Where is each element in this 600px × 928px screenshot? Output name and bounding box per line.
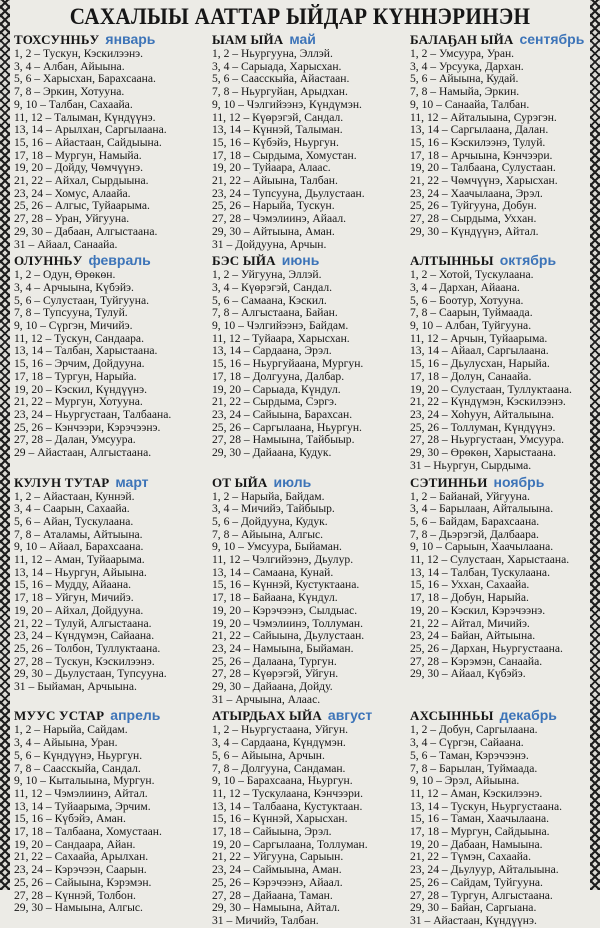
name-day-entry: 7, 8 – Намыйа, Эркин.: [410, 85, 520, 99]
name-day-entry: 7, 8 – Барылан, Туймаада.: [410, 761, 538, 775]
name-day-entry: 1, 2 – Одун, Өрөкөн.: [14, 268, 116, 282]
name-day-entry: 13, 14 – Туйаарыма, Эрчим.: [14, 799, 151, 813]
name-day-entry: 15, 16 – Айастаан, Сайдыына.: [14, 135, 162, 149]
month-name-russian: октябрь: [499, 252, 557, 269]
name-day-entry: 13, 14 – Самаана, Кунай.: [212, 565, 334, 579]
name-day-entry: 21, 22 – Чөмчүүнэ, Харысхан.: [410, 174, 558, 188]
name-day-list: [212, 48, 406, 251]
name-day-entry: 17, 18 – Долун, Санаайа.: [410, 369, 532, 383]
name-day-entry: 15, 16 – Күннэй, Харысхан.: [212, 812, 348, 826]
name-day-entry: 11, 12 – Аман, Кэскилээнэ.: [410, 786, 543, 800]
name-day-entry: 19, 20 – Айхал, Дойдууна.: [14, 603, 144, 617]
name-day-entry: 1, 2 – Уйгууна, Эллэй.: [212, 268, 322, 282]
name-day-entry: 3, 4 – Урсуука, Дархан.: [410, 59, 524, 73]
name-day-entry: 29, 30 – Күндүүнэ, Айтал.: [410, 224, 539, 238]
name-day-entry: 21, 22 – Сырдыма, Сэргэ.: [212, 395, 337, 409]
name-day-entry: 5, 6 – Сулустаан, Туйгууна.: [14, 293, 150, 307]
name-day-entry: 11, 12 – Тускулаана, Кэнчээри.: [212, 786, 364, 800]
name-day-entry: 31 – Айаал, Санаайа.: [14, 237, 118, 251]
name-day-entry: 5, 6 – Айан, Тускулаана.: [14, 514, 134, 528]
ornament-border-left: [0, 0, 10, 890]
month-header: [410, 252, 590, 269]
name-day-entry: 7, 8 – Саарын, Туймаада.: [410, 306, 533, 320]
name-day-entry: 9, 10 – Сүргэн, Мичийэ.: [14, 319, 133, 333]
name-day-entry: 15, 16 – Күннэй, Кустуктаана.: [212, 578, 360, 592]
month-block: [410, 251, 594, 472]
name-day-entry: 3, 4 – Барылаан, Айталыына.: [410, 502, 554, 516]
name-day-entry: 27, 28 – Кэрэмэн, Санаайа.: [410, 654, 543, 668]
name-day-entry: 7, 8 – Эркин, Хотууна.: [14, 85, 125, 99]
month-header: [212, 31, 406, 48]
name-day-entry: 17, 18 – Уйгун, Мичийэ.: [14, 591, 134, 605]
name-day-entry: 19, 20 – Чэмэлиинэ, Толлуман.: [212, 616, 363, 630]
name-day-entry: 21, 22 – Мургун, Хотууна.: [14, 395, 143, 409]
name-day-entry: 23, 24 – Хаачылаана, Эрэл.: [410, 186, 543, 200]
name-day-entry: 15, 16 – Күбэйэ, Ньургун.: [212, 135, 339, 149]
month-block: [410, 706, 594, 927]
name-day-entry: 1, 2 – Ньургустаана, Уйгун.: [212, 723, 349, 737]
name-day-entry: 27, 28 – Дайаана, Таман.: [212, 888, 333, 902]
name-day-entry: 11, 12 – Туйаара, Харысхан.: [212, 331, 350, 345]
name-day-entry: 5, 6 – Дойдууна, Кудук.: [212, 514, 328, 528]
name-day-entry: 23, 24 – Тупсууна, Дьулустаан.: [212, 186, 365, 200]
name-day-entry: 13, 14 – Талбан, Тускулаана.: [410, 565, 550, 579]
name-day-entry: 27, 28 – Чэмэлиинэ, Айаал.: [212, 212, 347, 226]
name-day-entry: 19, 20 – Дойду, Чөмчүүнэ.: [14, 161, 143, 175]
name-day-entry: 15, 16 – Дьулусхан, Нарыйа.: [410, 357, 550, 371]
month-header: [14, 31, 208, 48]
name-day-entry: 7, 8 – Аталамы, Айтыына.: [14, 527, 143, 541]
name-day-entry: 29, 30 – Айтыына, Аман.: [212, 224, 335, 238]
name-day-entry: 31 – Айастаан, Күндүүнэ.: [410, 914, 537, 927]
name-day-list: [212, 724, 406, 927]
name-day-entry: 17, 18 – Арчыына, Кэнчээри.: [410, 148, 553, 162]
month-name: БЭС ЫЙА: [212, 253, 276, 269]
name-day-entry: 1, 2 – Добун, Саргылаана.: [410, 723, 538, 737]
name-day-list: [14, 491, 208, 694]
name-day-entry: 31 – Арчыына, Алаас.: [212, 692, 321, 706]
name-day-entry: 9, 10 – Талбан, Сахаайа.: [14, 97, 133, 111]
name-day-entry: 11, 12 – Айталыына, Сурэгэн.: [410, 110, 557, 124]
name-day-entry: 15, 16 – Ньургуйаана, Мургун.: [212, 357, 364, 371]
name-day-entry: 7, 8 – Долгууна, Сандаман.: [212, 761, 346, 775]
month-block: [14, 706, 212, 927]
month-block: [410, 30, 594, 251]
name-day-entry: 3, 4 – Арчыына, Күбэйэ.: [14, 280, 134, 294]
name-day-entry: 21, 22 – Айыына, Талбан.: [212, 174, 338, 188]
name-day-entry: 9, 10 – Албан, Туйгууна.: [410, 319, 532, 333]
month-name: АХСЫННЬЫ: [410, 708, 494, 724]
name-day-list: [14, 48, 208, 251]
name-day-entry: 25, 26 – Далаана, Тургун.: [212, 654, 337, 668]
name-day-entry: 27, 28 – Сырдыма, Уххан.: [410, 212, 537, 226]
name-day-entry: 11, 12 – Чэлгийээнэ, Дьулур.: [212, 553, 354, 567]
month-header: [410, 707, 590, 724]
name-day-list: [212, 491, 406, 707]
month-name-russian: июнь: [281, 252, 320, 269]
month-name: АЛТЫННЬЫ: [410, 253, 494, 269]
month-name: ОТ ЫЙА: [212, 474, 268, 490]
month-block: [14, 473, 212, 707]
name-day-entry: 25, 26 – Кэнчээри, Кэрэчээнэ.: [14, 420, 161, 434]
month-header: [212, 474, 406, 491]
month-name-russian: август: [327, 707, 373, 724]
name-day-list: [14, 269, 208, 460]
name-day-entry: 27, 28 – Тускун, Кэскилээнэ.: [14, 654, 155, 668]
name-day-entry: 9, 10 – Барахсаана, Ньургун.: [212, 774, 353, 788]
name-day-entry: 19, 20 – Сарыада, Күндул.: [212, 382, 341, 396]
month-name: АТЫРДЬАХ ЫЙА: [212, 708, 322, 724]
name-day-entry: 15, 16 – Таман, Хаачылаана.: [410, 812, 550, 826]
name-day-entry: 13, 14 – Тускун, Ньургустаана.: [410, 799, 562, 813]
name-day-entry: 1, 2 – Тускун, Кэскилээнэ.: [14, 47, 144, 60]
name-day-entry: 25, 26 – Саргылаана, Ньургун.: [212, 420, 362, 434]
month-block: [14, 251, 212, 472]
name-day-entry: 17, 18 – Мургун, Намыйа.: [14, 148, 142, 162]
name-day-entry: 23, 24 – Дьулуур, Айталыына.: [410, 863, 559, 877]
name-day-list: [14, 724, 208, 915]
name-day-entry: 27, 28 – Намыына, Тайбыыр.: [212, 433, 355, 447]
name-day-entry: 19, 20 – Дабаан, Намыына.: [410, 837, 543, 851]
name-day-entry: 19, 20 – Талбаана, Сулустаан.: [410, 161, 556, 175]
name-day-entry: 23, 24 – Кэрэчээн, Саарын.: [14, 863, 147, 877]
name-day-entry: 9, 10 – Эрэл, Айыына.: [410, 774, 520, 788]
month-header: [212, 707, 406, 724]
page-title: САХАЛЫЫ ААТТАР ЫЙДАР КҮННЭРИНЭН: [69, 4, 531, 29]
name-day-entry: 17, 18 – Талбаана, Хомустаан.: [14, 825, 162, 839]
name-day-entry: 25, 26 – Нарыйа, Тускун.: [212, 199, 335, 213]
name-day-list: [410, 491, 590, 682]
name-day-entry: 7, 8 – Ньургуйан, Арыдхан.: [212, 85, 348, 99]
name-day-entry: 25, 26 – Кэрэчээнэ, Айаал.: [212, 875, 343, 889]
month-name-russian: май: [289, 31, 316, 47]
month-block: [14, 30, 212, 251]
name-day-entry: 25, 26 – Туйгууна, Добун.: [410, 199, 537, 213]
name-day-entry: 1, 2 – Ньургууна, Эллэй.: [212, 47, 333, 60]
month-name-russian: февраль: [88, 252, 151, 269]
month-name: БАЛАҔАН ЫЙА: [410, 32, 514, 47]
name-day-entry: 9, 10 – Санаайа, Талбан.: [410, 97, 530, 111]
name-day-entry: 21, 22 – Айтал, Мичийэ.: [410, 616, 530, 630]
name-day-entry: 15, 16 – Кэскилээнэ, Тулуй.: [410, 135, 546, 149]
name-day-entry: 19, 20 – Туйаара, Алаас.: [212, 161, 331, 175]
name-day-entry: 11, 12 – Тускун, Сандаара.: [14, 331, 144, 345]
month-block: [212, 706, 410, 927]
name-day-entry: 3, 4 – Дархан, Айаана.: [410, 280, 520, 294]
month-header: [212, 252, 406, 269]
name-day-entry: 15, 16 – Уххан, Сахаайа.: [410, 578, 530, 592]
name-day-entry: 29, 30 – Өрөкөн, Харыстаана.: [410, 446, 556, 460]
name-day-entry: 5, 6 – Байдам, Барахсаана.: [410, 514, 540, 528]
month-header: [410, 31, 590, 48]
name-day-entry: 1, 2 – Умсуура, Уран.: [410, 47, 515, 60]
name-day-entry: 7, 8 – Дьэрэгэй, Далбаара.: [410, 527, 539, 541]
name-day-entry: 23, 24 – Хомус, Алаайа.: [14, 186, 131, 200]
month-block: [410, 473, 594, 707]
name-day-entry: 25, 26 – Алгыс, Туйаарыма.: [14, 199, 150, 213]
name-day-entry: 23, 24 – Саймыына, Аман.: [212, 863, 342, 877]
name-day-entry: 21, 22 – Сайыына, Дьулустаан.: [212, 629, 365, 643]
name-day-entry: 5, 6 – Самаана, Кэскил.: [212, 293, 327, 307]
name-day-entry: 23, 24 – Намыына, Быйаман.: [212, 641, 354, 655]
name-day-entry: 13, 14 – Арылхан, Саргылаана.: [14, 123, 167, 137]
name-day-entry: 9, 10 – Чэлгийээнэ, Байдам.: [212, 319, 349, 333]
name-day-entry: 25, 26 – Дархан, Ньургустаана.: [410, 641, 563, 655]
name-day-list: [212, 269, 406, 460]
month-header: [14, 707, 208, 724]
name-day-entry: 5, 6 – Айыына, Кудай.: [410, 72, 519, 86]
name-day-entry: 11, 12 – Күөрэгэй, Сандал.: [212, 110, 344, 124]
name-day-entry: 29, 30 – Намыына, Айтал.: [212, 901, 340, 915]
name-day-entry: 9, 10 – Умсуура, Быйаман.: [212, 540, 342, 554]
name-day-entry: 3, 4 – Айыына, Уран.: [14, 736, 118, 750]
name-day-entry: 3, 4 – Мичийэ, Тайбыыр.: [212, 502, 335, 516]
name-day-entry: 25, 26 – Толлуман, Күндүүнэ.: [410, 420, 556, 434]
name-day-entry: 19, 20 – Сандаара, Айан.: [14, 837, 136, 851]
name-day-entry: 25, 26 – Сайыына, Кэрэмэн.: [14, 875, 152, 889]
name-day-entry: 3, 4 – Албан, Айыына.: [14, 59, 125, 73]
name-day-entry: 17, 18 – Тургун, Нарыйа.: [14, 369, 137, 383]
name-day-entry: 15, 16 – Күбэйэ, Аман.: [14, 812, 126, 826]
name-day-entry: 21, 22 – Түмэн, Сахаайа.: [410, 850, 531, 864]
name-day-list: [410, 724, 590, 927]
month-name-russian: декабрь: [499, 707, 557, 724]
name-day-entry: 23, 24 – Ньургустаан, Талбаана.: [14, 407, 172, 421]
name-day-entry: 29, 30 – Айаал, Күбэйэ.: [410, 667, 526, 681]
name-day-entry: 11, 12 – Арчын, Туйаарыма.: [410, 331, 548, 345]
name-day-entry: 19, 20 – Кэскил, Кэрэчээнэ.: [410, 603, 546, 617]
month-name: МУУС УСТАР: [14, 708, 105, 724]
name-day-entry: 27, 28 – Ньургустаан, Умсуура.: [410, 433, 564, 447]
name-day-entry: 11, 12 – Чэмэлиинэ, Айтал.: [14, 786, 148, 800]
month-block: [212, 30, 410, 251]
name-day-entry: 27, 28 – Тургун, Алгыстаана.: [410, 888, 553, 902]
name-day-entry: 9, 10 – Сарыын, Хаачылаана.: [410, 540, 554, 554]
name-day-entry: 1, 2 – Байанай, Уйгууна.: [410, 489, 530, 503]
calendar-grid: [14, 30, 588, 927]
name-day-entry: 5, 6 – Күндүүнэ, Ньургун.: [14, 748, 143, 762]
name-day-entry: 1, 2 – Хотой, Тускулаана.: [410, 268, 534, 282]
month-name: КУЛУН ТУТАР: [14, 474, 110, 490]
name-day-entry: 27, 28 – Күннэй, Толбон.: [14, 888, 136, 902]
name-day-entry: 17, 18 – Мургун, Сайдыына.: [410, 825, 550, 839]
name-day-entry: 3, 4 – Сарыада, Харысхан.: [212, 59, 342, 73]
name-day-entry: 31 – Ньургун, Сырдыма.: [410, 458, 532, 472]
name-day-entry: 31 – Мичийэ, Талбан.: [212, 914, 319, 927]
name-day-entry: 1, 2 – Нарыйа, Байдам.: [212, 489, 325, 503]
name-day-entry: 25, 26 – Сайдам, Туйгууна.: [410, 875, 543, 889]
month-block: [212, 251, 410, 472]
month-name: СЭТИННЬИ: [410, 474, 488, 490]
name-day-entry: 5, 6 – Таман, Кэрэчээнэ.: [410, 748, 529, 762]
month-name-russian: январь: [105, 31, 156, 47]
name-day-entry: 19, 20 – Кэскил, Күндүүнэ.: [14, 382, 148, 396]
name-day-entry: 17, 18 – Сырдыма, Хомустан.: [212, 148, 357, 162]
name-day-entry: 9, 10 – Кыталыына, Мургун.: [14, 774, 155, 788]
name-day-entry: 5, 6 – Айыына, Арчын.: [212, 748, 325, 762]
name-day-entry: 5, 6 – Харысхан, Барахсаана.: [14, 72, 156, 86]
month-name: ТОХСУННЬУ: [14, 32, 100, 47]
name-day-entry: 15, 16 – Эрчим, Дойдууна.: [14, 357, 145, 371]
name-day-entry: 7, 8 – Тупсууна, Тулуй.: [14, 306, 128, 320]
name-day-entry: 23, 24 – Күндүмэн, Сайаана.: [14, 629, 155, 643]
name-day-entry: 29, 30 – Дайаана, Дойду.: [212, 680, 333, 694]
name-day-entry: 21, 22 – Айхал, Сырдыына.: [14, 174, 149, 188]
name-day-entry: 27, 28 – Күөрэгэй, Уйгун.: [212, 667, 339, 681]
name-day-entry: 13, 14 – Айаал, Саргылаана.: [410, 344, 549, 358]
name-day-entry: 11, 12 – Аман, Туйаарыма.: [14, 553, 145, 567]
name-day-entry: 3, 4 – Сүргэн, Сайаана.: [410, 736, 524, 750]
month-block: [212, 473, 410, 707]
month-header: [14, 474, 208, 491]
name-day-entry: 13, 14 – Сардаана, Эрэл.: [212, 344, 332, 358]
name-day-entry: 17, 18 – Долгууна, Далбар.: [212, 369, 345, 383]
month-header: [14, 252, 208, 269]
name-day-entry: 19, 20 – Сулустаан, Туллуктаана.: [410, 382, 572, 396]
name-day-entry: 29, 30 – Дьулустаан, Тупсууна.: [14, 667, 167, 681]
name-day-entry: 29, 30 – Байан, Саргыана.: [410, 901, 537, 915]
name-day-entry: 7, 8 – Алгыстаана, Байан.: [212, 306, 338, 320]
name-day-entry: 21, 22 – Уйгууна, Сарыын.: [212, 850, 344, 864]
month-name-russian: апрель: [110, 707, 161, 724]
name-day-entry: 11, 12 – Сулустаан, Харыстаана.: [410, 553, 570, 567]
name-day-entry: 17, 18 – Добун, Нарыйа.: [410, 591, 529, 605]
name-day-entry: 13, 14 – Күннэй, Талыман.: [212, 123, 343, 137]
name-day-entry: 5, 6 – Боотур, Хотууна.: [410, 293, 524, 307]
name-day-list: [410, 48, 590, 239]
name-day-entry: 23, 24 – Хоһуун, Айталыына.: [410, 407, 555, 421]
month-name: ОЛУННЬУ: [14, 253, 83, 269]
name-day-entry: 15, 16 – Мудду, Айаана.: [14, 578, 132, 592]
name-day-entry: 13, 14 – Саргылаана, Далан.: [410, 123, 549, 137]
name-day-entry: 5, 6 – Саасскыйа, Айастаан.: [212, 72, 350, 86]
name-day-entry: 27, 28 – Далан, Умсуура.: [14, 433, 136, 447]
name-day-entry: 7, 8 – Айыына, Алгыс.: [212, 527, 324, 541]
name-day-entry: 1, 2 – Айастаан, Куннэй.: [14, 489, 135, 503]
name-day-entry: 23, 24 – Сайыына, Барахсан.: [212, 407, 353, 421]
name-day-entry: 29, 30 – Намыына, Алгыс.: [14, 901, 143, 915]
name-day-entry: 21, 22 – Сахаайа, Арылхан.: [14, 850, 149, 864]
name-day-entry: 13, 14 – Талбан, Харыстаана.: [14, 344, 158, 358]
name-day-entry: 19, 20 – Саргылаана, Толлуман.: [212, 837, 368, 851]
name-day-list: [410, 269, 590, 472]
name-day-entry: 9, 10 – Айаал, Барахсаана.: [14, 540, 144, 554]
name-day-entry: 23, 24 – Байан, Айтыына.: [410, 629, 536, 643]
name-day-entry: 1, 2 – Нарыйа, Сайдам.: [14, 723, 128, 737]
name-day-entry: 13, 14 – Ньургун, Айыына.: [14, 565, 147, 579]
name-day-entry: 17, 18 – Байаана, Күндул.: [212, 591, 338, 605]
month-name-russian: сентябрь: [519, 31, 585, 47]
month-name-russian: ноябрь: [493, 473, 545, 490]
name-day-entry: 31 – Дойдууна, Арчын.: [212, 237, 327, 251]
name-day-entry: 17, 18 – Сайыына, Эрэл.: [212, 825, 332, 839]
name-day-entry: 29 – Айастаан, Алгыстаана.: [14, 446, 152, 460]
name-day-entry: 19, 20 – Кэрэчээнэ, Сылдыас.: [212, 603, 358, 617]
month-name-russian: июль: [273, 473, 312, 490]
month-header: [410, 474, 590, 491]
month-name-russian: март: [115, 473, 149, 490]
name-day-entry: 3, 4 – Сардаана, Күндүмэн.: [212, 736, 346, 750]
name-day-entry: 11, 12 – Талыман, Күндүүнэ.: [14, 110, 156, 124]
name-day-entry: 7, 8 – Саасскыйа, Сандал.: [14, 761, 141, 775]
name-day-entry: 31 – Быйаман, Арчыына.: [14, 680, 137, 694]
name-day-entry: 21, 22 – Тулуй, Алгыстаана.: [14, 616, 152, 630]
name-day-entry: 13, 14 – Талбаана, Кустуктаан.: [212, 799, 363, 813]
name-day-entry: 3, 4 – Күөрэгэй, Сандал.: [212, 280, 333, 294]
month-name: ЫАМ ЫЙА: [212, 32, 284, 47]
name-day-entry: 29, 30 – Дайаана, Кудук.: [212, 446, 332, 460]
name-day-entry: 27, 28 – Уран, Уйгууна.: [14, 212, 130, 226]
name-day-entry: 21, 22 – Күндүмэн, Кэскилээнэ.: [410, 395, 566, 409]
name-day-entry: 25, 26 – Толбон, Туллуктаана.: [14, 641, 161, 655]
name-day-entry: 29, 30 – Дабаан, Алгыстаана.: [14, 224, 158, 238]
name-day-entry: 3, 4 – Саарын, Сахаайа.: [14, 502, 130, 516]
name-day-entry: 9, 10 – Чэлгийээнэ, Күндүмэн.: [212, 97, 362, 111]
